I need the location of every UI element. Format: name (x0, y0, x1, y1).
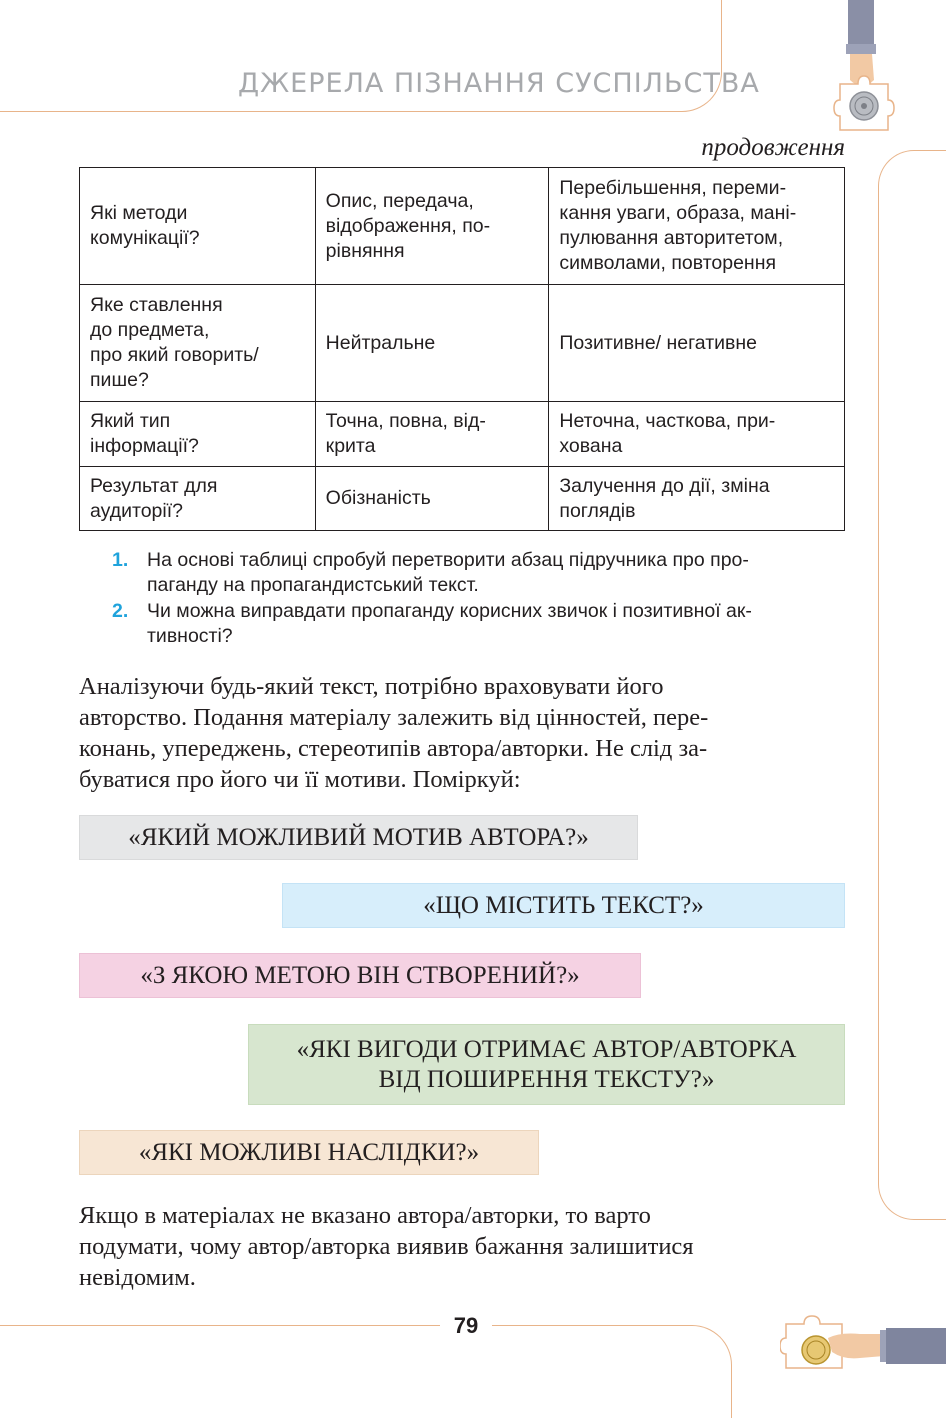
table-cell: Позитивне/ негативне (559, 331, 758, 354)
table-cell: Неточна, часткова, при- хована (559, 410, 776, 457)
table-cell: Результат для аудиторії? (90, 474, 218, 522)
page-number: 79 (453, 1313, 479, 1338)
table-row (80, 467, 845, 531)
question-text: На основі таблиці спробуй перетворити абзац підручника про про- паганду на пропагандистський текст. (147, 549, 749, 596)
frame-line-bottom-left (0, 1325, 440, 1326)
running-header: ДЖЕРЕЛА ПІЗНАННЯ СУСПІЛЬСТВА (238, 68, 760, 99)
list-item (112, 548, 847, 598)
question-box: «ЩО МІСТИТЬ ТЕКСТ?» (282, 883, 845, 928)
body-paragraph: Аналізуючи будь-який текст, потрібно враховувати його авторство. Подання матеріалу залежить від цінностей, пере- конань, упереджень, стереотипів автора/авторки. Не слід за- буватися про його чи її мотиви. Поміркуй: (79, 673, 709, 793)
table-row (80, 285, 845, 402)
table-cell: Який тип інформації? (90, 410, 199, 457)
question-number: 2. (112, 600, 129, 622)
table-cell: Обізнаність (325, 487, 431, 509)
table-cell: Точна, повна, від- крита (325, 410, 486, 457)
list-item (112, 599, 847, 649)
question-box: «ЯКІ МОЖЛИВІ НАСЛІДКИ?» (79, 1130, 539, 1175)
question-number: 1. (112, 549, 129, 571)
table-cell: Перебільшення, переми- кання уваги, образа, мані- пулювання авторитетом, символами, повторення (559, 177, 797, 274)
question-box: «ЯКИЙ МОЖЛИВИЙ МОТИВ АВТОРА?» (79, 815, 638, 860)
table-cell: Яке ставлення до предмета, про який говорить/ пише? (90, 294, 259, 391)
table-cell: Які методи комунікації? (90, 202, 200, 249)
question-text: Чи можна виправдати пропаганду корисних звичок і позитивної ак- тивності? (147, 600, 752, 647)
table-row (80, 402, 845, 467)
continuation-label: продовження (701, 134, 845, 161)
table-cell: Нейтральне (325, 331, 436, 354)
table-cell: Залучення до дії, зміна поглядів (559, 474, 770, 522)
hand-holding-coin-puzzle-icon (780, 1312, 946, 1372)
hand-holding-coin-puzzle-icon (832, 0, 898, 140)
comparison-table (79, 167, 845, 531)
frame-line-bottom-right (492, 1325, 732, 1418)
table-cell: Опис, передача, відображення, по- рівняння (325, 189, 491, 262)
frame-line-right (878, 150, 946, 1220)
question-box: «ЯКІ ВИГОДИ ОТРИМАЄ АВТОР/АВТОРКА ВІД ПОШИРЕННЯ ТЕКСТУ?» (248, 1024, 845, 1105)
question-box: «З ЯКОЮ МЕТОЮ ВІН СТВОРЕНИЙ?» (79, 953, 641, 998)
question-list (112, 548, 847, 650)
body-paragraph: Якщо в матеріалах не вказано автора/авторки, то варто подумати, чому автор/авторка виявив бажання залишитися невідомим. (79, 1202, 694, 1291)
table-row (80, 168, 845, 285)
